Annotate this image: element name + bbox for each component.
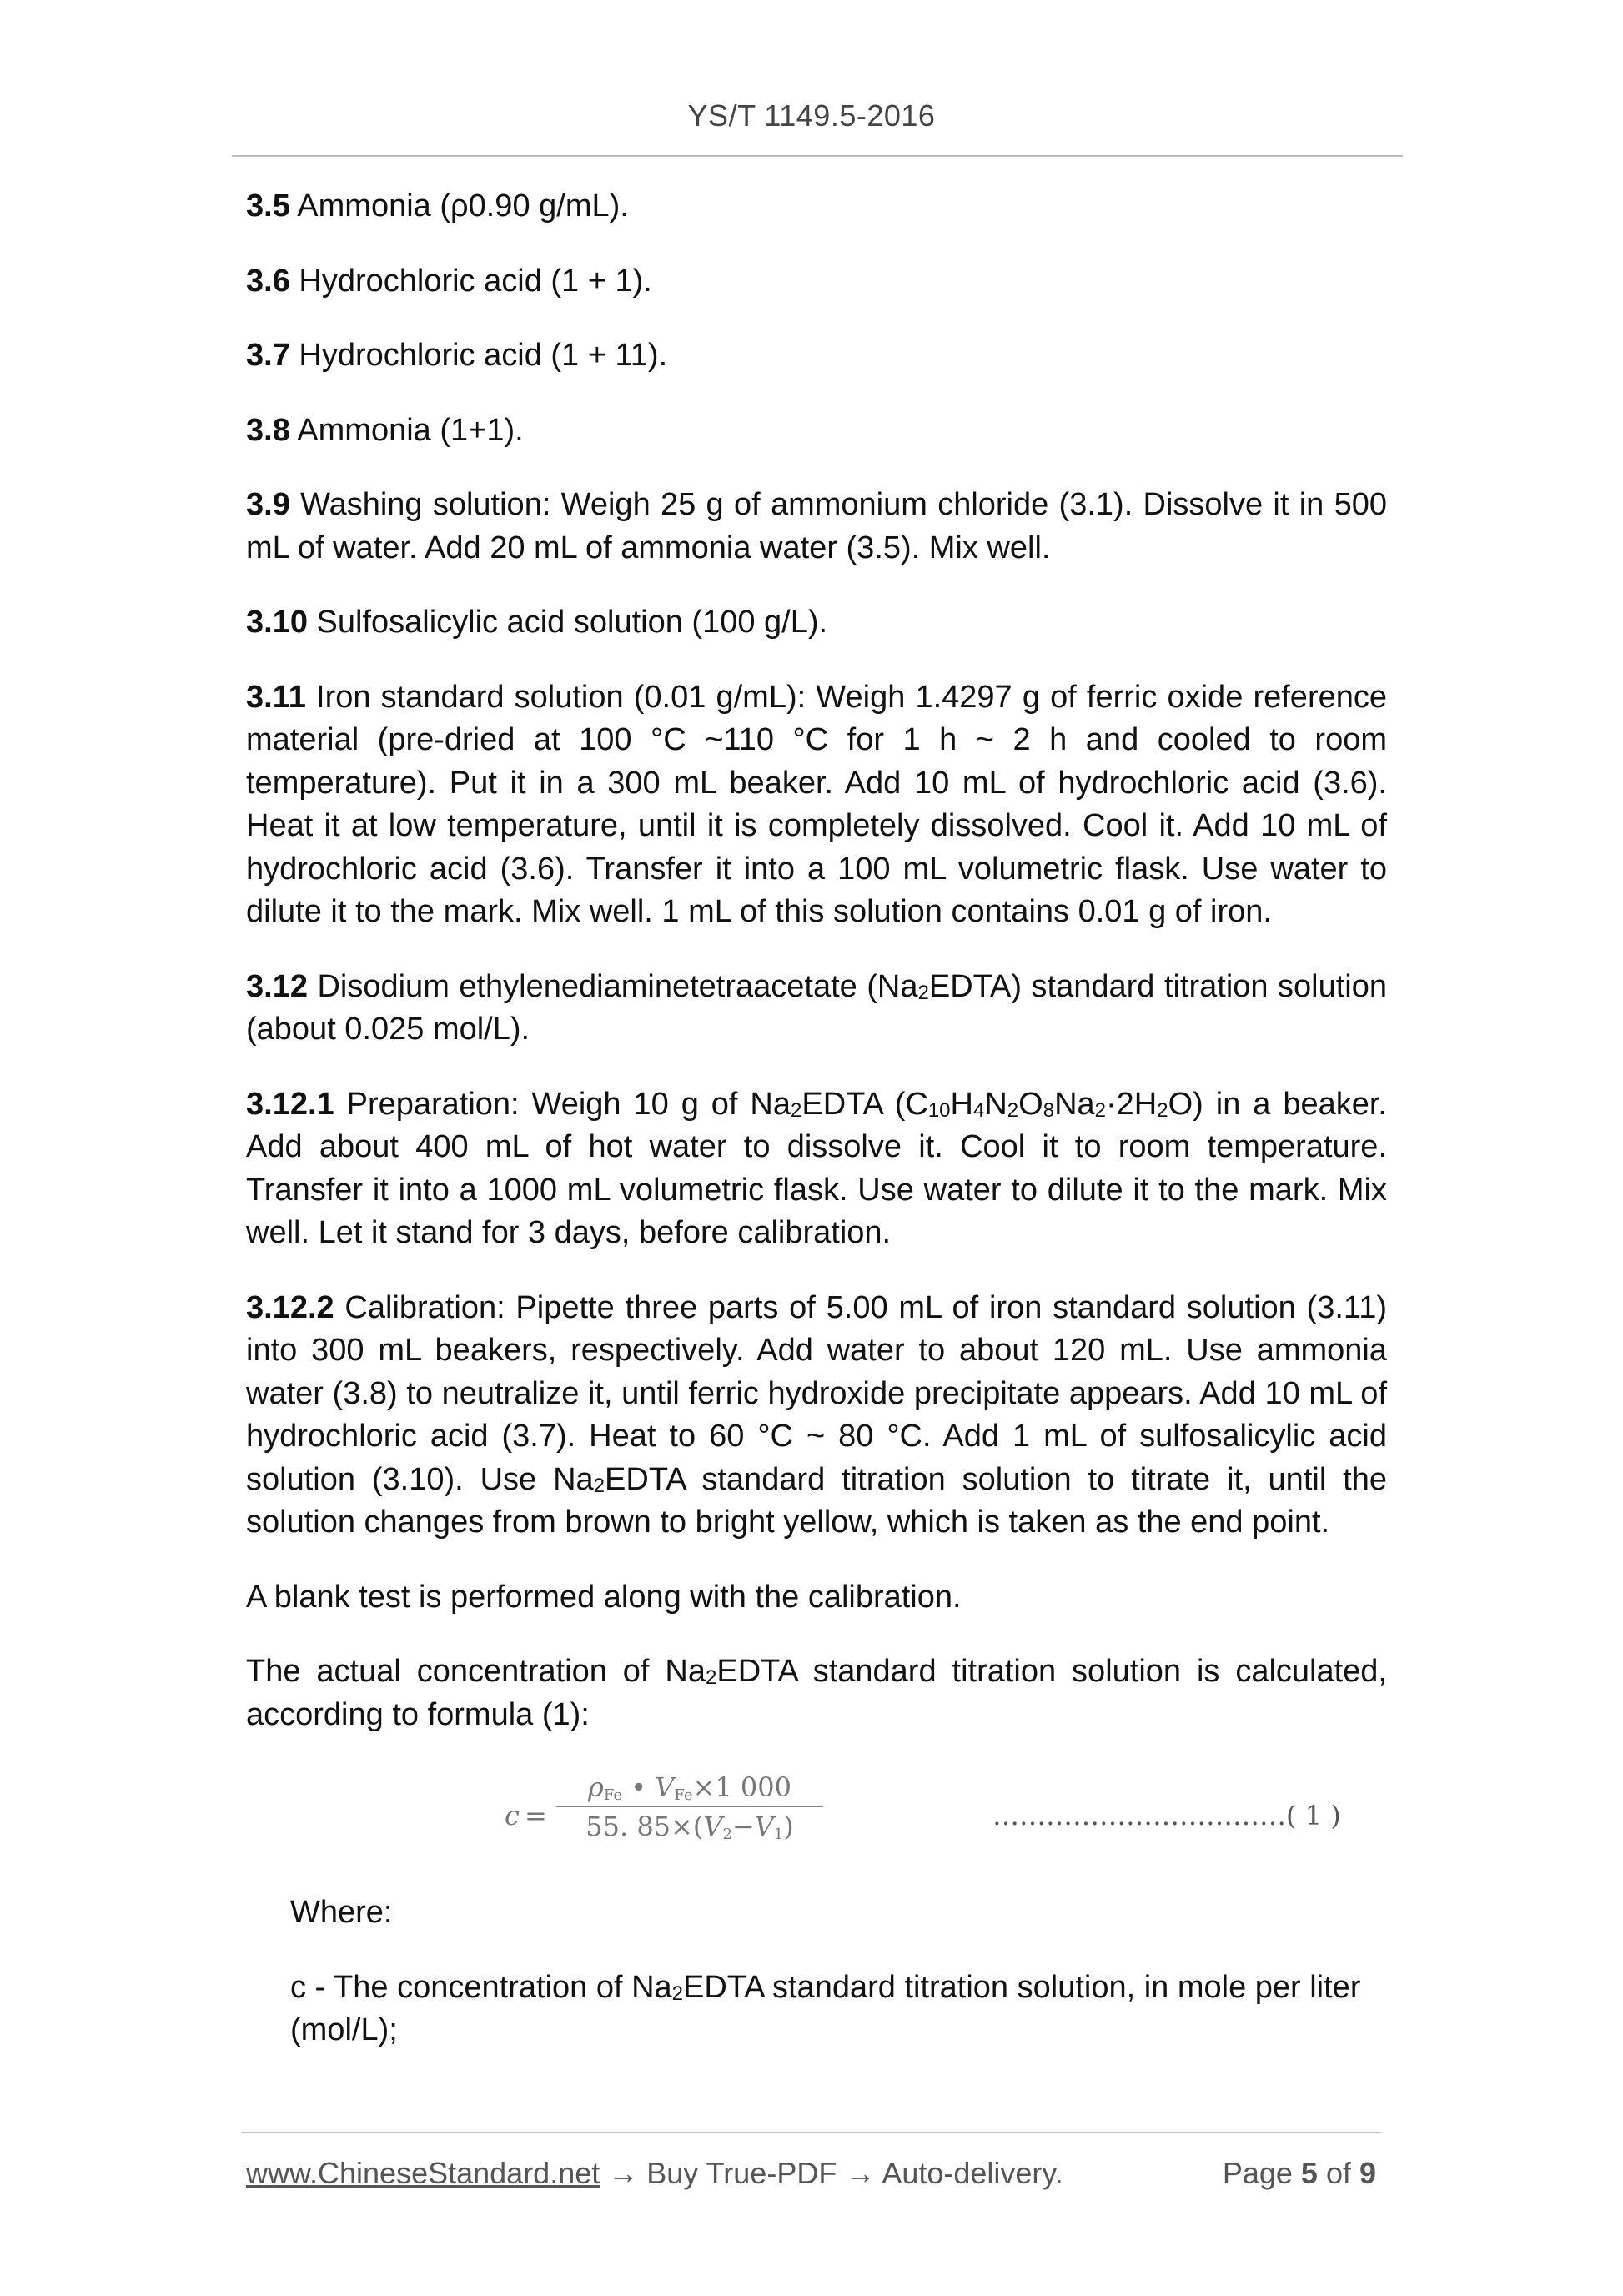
clause-text: EDTA) standard titration solution (about 0.025 mol/L). (246, 968, 1387, 1047)
clause-text: Ammonia (1+1). (289, 412, 524, 448)
subscript: 2 (722, 1826, 732, 1843)
subscript: 2 (917, 981, 929, 1004)
clause-number: 3.12.1 (246, 1086, 334, 1122)
clause-text: Preparation: Weigh 10 g of Na (334, 1086, 791, 1122)
subscript: Fe (603, 1786, 623, 1804)
page-indicator (1223, 2156, 1376, 2191)
actual-concentration-intro (246, 1650, 1387, 1736)
footer-promo-text: → Buy True-PDF → Auto-delivery. (600, 2156, 1063, 2190)
clause-text: Ammonia (ρ0.90 g/mL). (289, 188, 629, 224)
page-total: 9 (1359, 2156, 1376, 2190)
page-label: Page (1222, 2156, 1301, 2190)
clause-3-5 (246, 185, 1387, 229)
subscript: 1 (773, 1826, 784, 1843)
formula-equals: = (525, 1800, 547, 1831)
clause-text: Hydrochloric acid (1 + 1). (289, 263, 652, 299)
dot-operator: • (622, 1771, 656, 1803)
clause-number: 3.5 (246, 188, 290, 224)
definition-c (290, 1967, 1387, 2052)
clause-3-7 (246, 334, 1387, 378)
where-label: Where: (290, 1895, 393, 1930)
clause-text: H (950, 1086, 973, 1122)
clause-number: 3.8 (246, 412, 290, 448)
clause-text: Na (1054, 1086, 1095, 1122)
rho-symbol: ρ (588, 1771, 604, 1803)
formula-lhs: c (505, 1800, 520, 1831)
clause-text: N (984, 1086, 1007, 1122)
subscript: 2 (1007, 1098, 1019, 1122)
clause-3-12-1 (246, 1083, 1387, 1255)
subscript: 2 (1094, 1098, 1107, 1122)
clause-3-11 (246, 676, 1387, 934)
volume-symbol: V (655, 1771, 675, 1803)
blank-test-note: A blank test is performed along with the calibration. (246, 1579, 962, 1615)
formula-fraction (556, 1770, 823, 1844)
subscript: 2 (706, 1666, 717, 1689)
paragraph-text: The actual concentration of Na (246, 1654, 706, 1689)
clause-3-6 (246, 260, 1387, 304)
clause-3-8 (246, 409, 1387, 453)
footer-left (246, 2156, 1063, 2191)
clause-text: Calibration: Pipette three parts of 5.00 mL of iron standard solution (3.11) into 300 mL beakers, respectively. Add water to about 120 mL. Use ammonia water (3.8) to neutralize it, until ferric hydroxide precipitate appears. Add 10 mL of hydrochloric acid (3.7). Heat to 60 °C ~ 80 °C. Add 1 mL of sulfosalicylic acid solution (3.10). Use Na (246, 1289, 1387, 1497)
clause-text: O (1018, 1086, 1043, 1122)
definition-text: c - The concentration of Na (290, 1969, 672, 2005)
clause-text: EDTA (C (801, 1086, 928, 1122)
volume-symbol: V (703, 1811, 723, 1842)
clause-text: Disodium ethylenediaminetetraacetate (Na (307, 968, 918, 1004)
clause-3-12 (246, 966, 1387, 1052)
website-link[interactable]: www.ChineseStandard.net (246, 2156, 600, 2190)
page-of: of (1317, 2156, 1359, 2190)
document-header: YS/T 1149.5-2016 (687, 98, 936, 133)
paragraph-text: EDTA standard titration solution is calculated, according to formula (1): (246, 1654, 1387, 1732)
clause-text: ·2H (1106, 1086, 1158, 1122)
closing-paren: ) (783, 1811, 794, 1842)
subscript: 2 (671, 1982, 684, 2005)
document-body (246, 185, 1387, 2084)
formula-numerator (556, 1770, 823, 1805)
definition-text: EDTA standard titration solution, in mole per liter (mol/L); (290, 1969, 1361, 2047)
clause-number: 3.12 (246, 968, 308, 1004)
formula-1 (246, 1768, 1387, 1868)
clause-text: O) in a beaker. Add about 400 mL of hot water to dissolve it. Cool it to room temperature. Transfer it into a 1000 mL volumetric flask. Use water to dilute it to the mark. Mix well. Let it stand for 3 days, before calibration. (246, 1086, 1387, 1250)
subscript: 10 (927, 1098, 951, 1122)
clause-number: 3.10 (246, 605, 308, 640)
clause-text: Washing solution: Weigh 25 g of ammonium chloride (3.1). Dissolve it in 500 mL of water. Add 20 mL of ammonia water (3.5). Mix well. (246, 487, 1387, 565)
subscript: 2 (791, 1098, 802, 1122)
denominator-text: 55. 85×( (585, 1811, 704, 1842)
clause-3-12-2 (246, 1287, 1387, 1545)
clause-number: 3.9 (246, 487, 290, 522)
footer-divider (242, 2132, 1381, 2133)
subscript: 2 (593, 1474, 605, 1497)
clause-number: 3.6 (246, 263, 290, 299)
equation-number (992, 1800, 1341, 1831)
clause-number: 3.12.2 (246, 1289, 334, 1325)
clause-text: EDTA standard titration solution to titrate it, until the solution changes from brown to bright yellow, which is taken as the end point. (246, 1461, 1387, 1540)
clause-number: 3.11 (246, 679, 306, 715)
clause-number: 3.7 (246, 338, 290, 373)
clause-text: Iron standard solution (0.01 g/mL): Weigh 1.4297 g of ferric oxide reference material (pre-dried at 100 °C ~110 °C for 1 h ~ 2 h and cooled to room temperature). Put it in a 300 mL beaker. Add 10 mL of hydrochloric acid (3.6). Heat it at low temperature, until it is completely dissolved. Cool it. Add 10 mL of hydrochloric acid (3.6). Transfer it into a 100 mL volumetric flask. Use water to dilute it to the mark. Mix well. 1 mL of this solution contains 0.01 g of iron. (246, 679, 1387, 929)
subscript: Fe (674, 1786, 693, 1804)
clause-3-10 (246, 601, 1387, 645)
subscript: 8 (1043, 1098, 1055, 1122)
page-number: 5 (1300, 2156, 1318, 2190)
clause-text: Sulfosalicylic acid solution (100 g/L). (307, 605, 828, 640)
clause-text: Hydrochloric acid (1 + 11). (289, 338, 668, 373)
leader-dots: …………………………… (992, 1800, 1286, 1831)
volume-symbol: V (754, 1811, 774, 1842)
equation-number-label: ( 1 ) (1286, 1800, 1341, 1831)
header-divider (232, 155, 1403, 157)
multiplier: ×1 000 (692, 1771, 791, 1803)
subscript: 4 (972, 1098, 985, 1122)
formula-denominator (556, 1809, 823, 1844)
clause-3-9 (246, 484, 1387, 570)
fraction-bar (556, 1806, 823, 1807)
minus-operator: − (731, 1811, 755, 1842)
subscript: 2 (1157, 1098, 1168, 1122)
